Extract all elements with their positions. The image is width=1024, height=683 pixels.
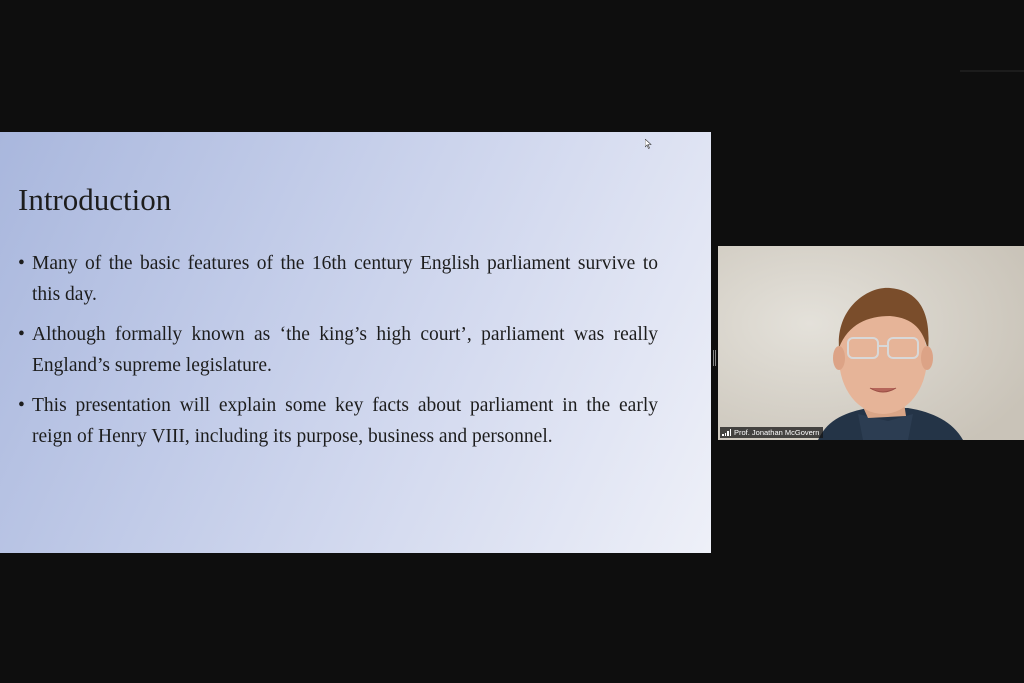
participant-name: Prof. Jonathan McGovern bbox=[734, 428, 820, 437]
slide-bullet-text: Many of the basic features of the 16th century English parliament survive to this day. bbox=[32, 253, 658, 305]
bullet-dot-icon: • bbox=[18, 395, 25, 416]
slide-bullet-text: This presentation will explain some key facts about parliament in the early reign of Henry VIII, including its purpose, business and personnel. bbox=[32, 395, 658, 447]
slide-bullet-text: Although formally known as ‘the king’s high court’, parliament was really England’s supreme legislature. bbox=[32, 324, 658, 376]
participant-name-label bbox=[720, 427, 823, 438]
screen-edge-line bbox=[960, 70, 1024, 72]
slide-bullet-list bbox=[18, 248, 658, 461]
slide-bullet bbox=[18, 390, 658, 452]
bullet-dot-icon: • bbox=[18, 324, 25, 345]
bullet-dot-icon: • bbox=[18, 253, 25, 274]
slide-bullet bbox=[18, 248, 658, 310]
participant-video-feed bbox=[718, 246, 1024, 440]
participant-video-tile[interactable] bbox=[718, 246, 1024, 440]
slide-bullet bbox=[18, 319, 658, 381]
shared-screen-slide bbox=[0, 132, 711, 553]
mouse-pointer-icon bbox=[645, 139, 653, 149]
signal-strength-icon bbox=[722, 429, 731, 436]
panel-resize-handle-icon[interactable] bbox=[713, 350, 717, 366]
slide-title: Introduction bbox=[18, 182, 172, 217]
